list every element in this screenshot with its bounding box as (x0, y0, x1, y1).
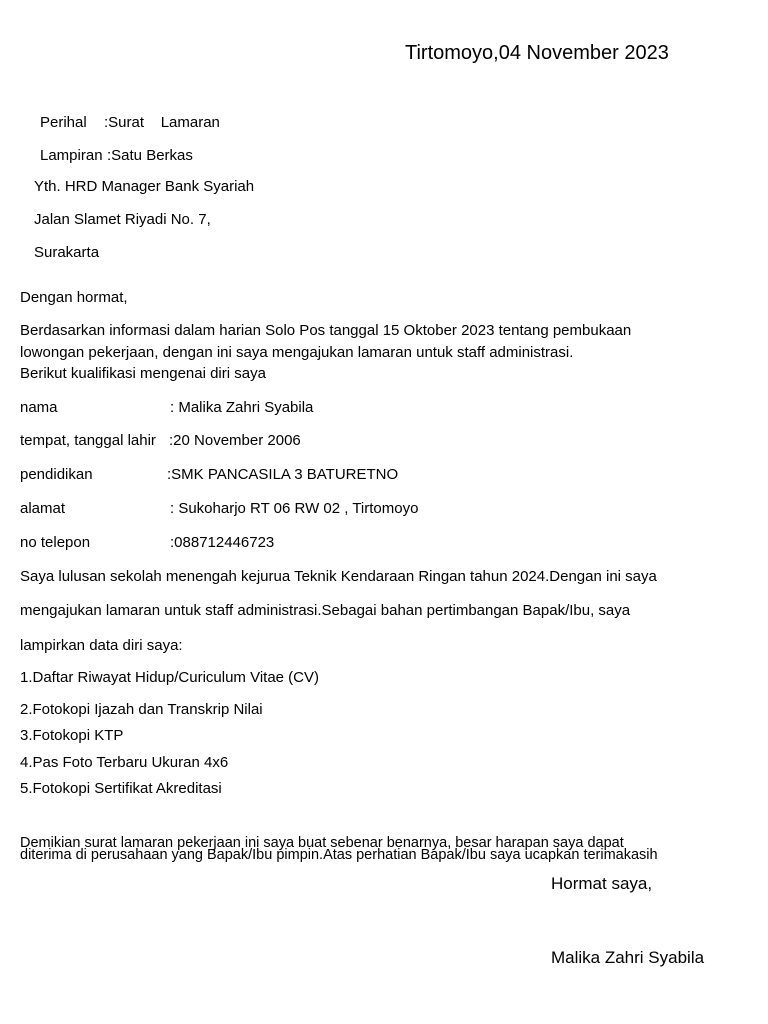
identity-value: : Sukoharjo RT 06 RW 02 , Tirtomoyo (170, 500, 419, 517)
body-line: Saya lulusan sekolah menengah kejurua Teknik Kendaraan Ringan tahun 2024.Dengan ini saya (20, 568, 657, 585)
identity-label: no telepon (20, 534, 91, 551)
attachment-item: 5.Fotokopi Sertifikat Akreditasi (20, 780, 222, 797)
perihal-value: :Surat Lamaran (104, 114, 220, 131)
letter-date: Tirtomoyo,04 November 2023 (405, 42, 669, 64)
signer-name: Malika Zahri Syabila (551, 948, 705, 967)
closing-line: diterima di perusahaan yang Bapak/Ibu pimpin.Atas perhatian Bapak/Ibu saya ucapkan terimakasih (20, 847, 658, 863)
identity-label: pendidikan (20, 466, 93, 483)
body-line: mengajukan lamaran untuk staff administrasi.Sebagai bahan pertimbangan Bapak/Ibu, saya (20, 602, 631, 619)
identity-label: nama (20, 399, 58, 416)
intro-line: Berikut kualifikasi mengenai diri saya (20, 365, 266, 382)
identity-label: alamat (20, 500, 66, 517)
identity-value: :SMK PANCASILA 3 BATURETNO (167, 466, 399, 483)
identity-label: tempat, tanggal lahir (20, 432, 156, 449)
attachment-item: 4.Pas Foto Terbaru Ukuran 4x6 (20, 754, 229, 771)
lampiran-value: :Satu Berkas (107, 147, 193, 164)
body-line: lampirkan data diri saya: (20, 637, 183, 654)
attachment-item: 2.Fotokopi Ijazah dan Transkrip Nilai (20, 701, 263, 718)
lampiran-label: Lampiran (40, 147, 103, 164)
intro-line: Berdasarkan informasi dalam harian Solo Pos tanggal 15 Oktober 2023 tentang pembukaan (20, 322, 632, 339)
identity-value: : Malika Zahri Syabila (170, 399, 314, 416)
identity-value: :20 November 2006 (169, 432, 301, 449)
identity-value: :088712446723 (170, 534, 275, 551)
recipient-line: Surakarta (34, 244, 100, 261)
greeting: Dengan hormat, (20, 289, 128, 306)
sign-off: Hormat saya, (551, 874, 653, 893)
recipient-line: Yth. HRD Manager Bank Syariah (34, 178, 255, 195)
closing-line: Demikian surat lamaran pekerjaan ini saya buat sebenar benarnya, besar harapan saya dapat (20, 835, 624, 851)
intro-line: lowongan pekerjaan, dengan ini saya mengajukan lamaran untuk staff administrasi. (20, 344, 574, 361)
attachment-item: 1.Daftar Riwayat Hidup/Curiculum Vitae (CV) (20, 669, 319, 686)
recipient-line: Jalan Slamet Riyadi No. 7, (34, 211, 211, 228)
perihal-label: Perihal (40, 114, 87, 131)
attachment-item: 3.Fotokopi KTP (20, 727, 124, 744)
